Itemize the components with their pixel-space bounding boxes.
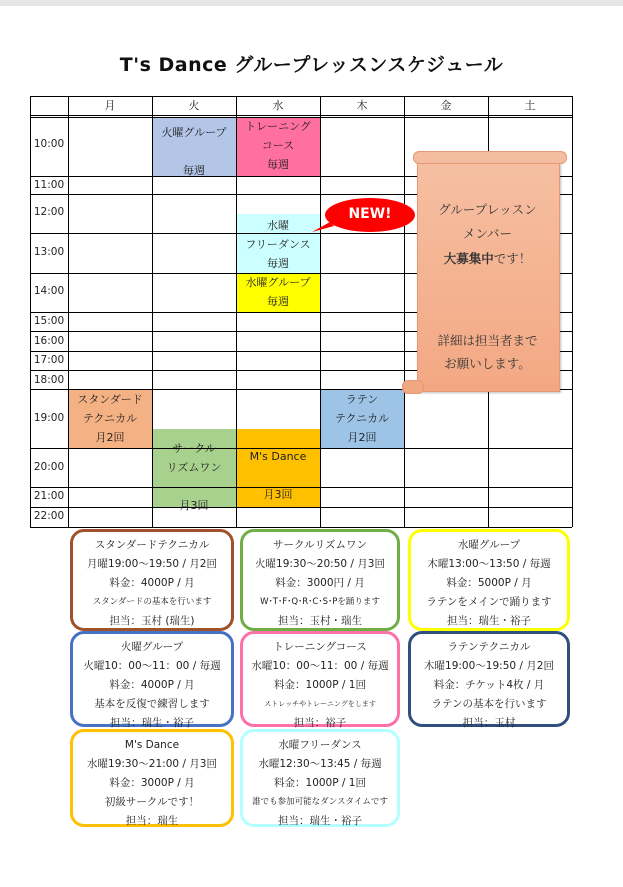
grid-row-line [30,507,572,508]
time-label: 16:00 [33,335,65,347]
time-label: 10:00 [33,138,65,150]
grid-col-line [152,96,153,527]
notice-line: 詳細は担当者まで [437,333,538,348]
notice-line-emphasis: 大募集中です！ [443,251,532,266]
card-wed-free-dance: 水曜フリーダンス 水曜12:30〜13:45 / 毎週 料金：1000P / 1回 誰でも参加可能なダンスタイムです 担当：瑞生・裕子 [240,729,400,827]
grid-row-line [30,117,572,118]
day-header-sat: 土 [524,99,536,112]
time-label: 20:00 [33,461,65,473]
grid-col-line [572,96,573,527]
grid-col-line [236,96,237,527]
time-label: 21:00 [33,490,65,502]
day-header-mon: 月 [104,99,116,112]
block-standard-technical: スタンダード テクニカル 月2回 [68,389,152,448]
notice-line: メンバー [462,226,513,241]
time-label: 12:00 [33,206,65,218]
grid-col-line [68,96,69,527]
day-header-tue: 火 [188,99,200,112]
day-header-fri: 金 [440,99,452,112]
card-latin-technical: ラテンテクニカル 木曜19:00〜19:50 / 月2回 料金：チケット4枚 / 月 ラテンの基本を行います 担当：玉村 [408,631,570,727]
grid-row-line [30,487,572,488]
time-label: 17:00 [33,354,65,366]
block-ms-dance: M's Dance 月3回 [236,429,320,508]
time-label: 15:00 [33,315,65,327]
time-label: 18:00 [33,374,65,386]
block-circle-rhythm-one: サークル リズムワン 月3回 [152,429,236,508]
block-wed-free-dance: 水曜 フリーダンス 毎週 [236,214,320,273]
scroll-curl-bottom [402,380,424,394]
grid-row-line [30,448,572,449]
day-header-thu: 木 [356,99,368,112]
notice-line: お願いします。 [444,356,531,371]
time-label: 11:00 [33,179,65,191]
notice-line: グループレッスン [438,202,537,217]
card-ms-dance: M's Dance 水曜19:30〜21:00 / 月3回 料金：3000P / 月 初級サークルです！ 担当：瑞生 [70,729,234,827]
grid-col-line [404,96,405,527]
grid-col-line [320,96,321,527]
scroll-curl-top [413,151,567,164]
block-latin-technical: ラテン テクニカル 月2回 [320,389,404,448]
time-label: 22:00 [33,510,65,522]
block-training-course: トレーニング コース 毎週 [236,117,320,176]
time-label: 19:00 [33,412,65,424]
new-badge-label: NEW! [348,206,392,222]
block-wed-group: 水曜グループ 毎週 [236,273,320,312]
card-circle-rhythm-one: サークルリズムワン 火曜19:30〜20:50 / 月3回 料金：3000円 / 月 W･T･F･Q･R･C･S･Pを踊ります 担当：玉村・瑞生 [240,529,400,631]
day-header-wed: 水 [272,99,284,112]
block-tue-group: 火曜グループ 毎週 [152,117,236,176]
card-training-course: トレーニングコース 水曜10：00〜11：00 / 毎週 料金：1000P / 1回 ストレッチやトレーニングをします 担当：裕子 [240,631,400,727]
page-title: T's Dance グループレッスンスケジュール [119,54,504,76]
card-wed-group: 水曜グループ 木曜13:00〜13:50 / 毎週 料金：5000P / 月 ラテンをメインで踊ります 担当：瑞生・裕子 [408,529,570,631]
card-standard-technical: スタンダードテクニカル 月曜19:00〜19:50 / 月2回 料金：4000P / 月 スタンダードの基本を行います 担当：玉村 (瑞生) [70,529,234,631]
grid-row-line [30,115,572,116]
time-label: 14:00 [33,285,65,297]
card-tue-group: 火曜グループ 火曜10：00〜11：00 / 毎週 料金：4000P / 月 基本を反復で練習します 担当：瑞生・裕子 [70,631,234,727]
grid-row-line [30,527,572,528]
time-label: 13:00 [33,246,65,258]
